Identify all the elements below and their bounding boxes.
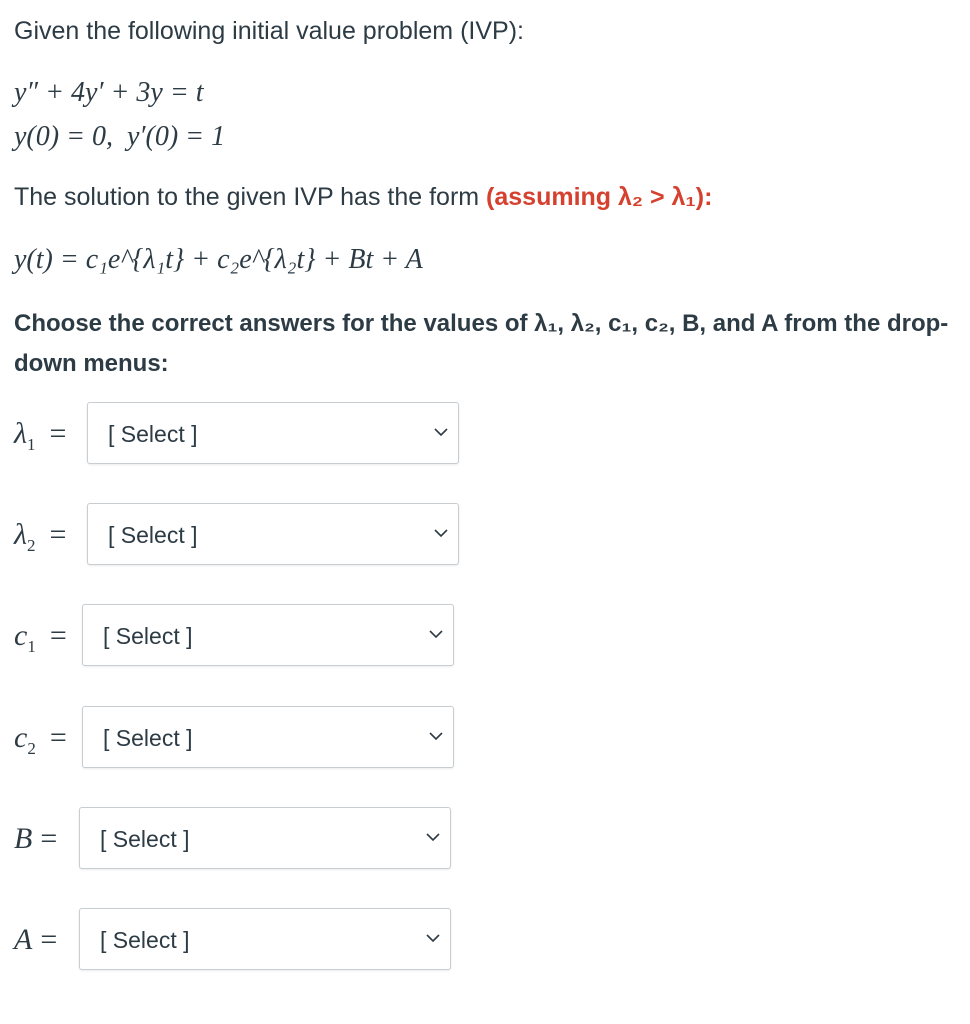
ode-text: y″ + 4y′ + 3y = t — [14, 77, 204, 108]
initial-conditions — [14, 118, 225, 156]
chevron-down-icon — [426, 832, 440, 842]
assumption-text: (assuming λ₂ > λ₁): — [486, 183, 713, 211]
form-text: The solution to the given IVP has the form — [14, 183, 487, 211]
chevron-down-icon — [429, 629, 443, 639]
select-c1[interactable] — [82, 604, 454, 666]
ode-equation — [14, 74, 204, 112]
label-B: B = — [14, 822, 58, 855]
select-lambda2-value: [ Select ] — [108, 522, 198, 548]
chevron-down-icon — [434, 427, 448, 437]
select-c1-value: [ Select ] — [103, 623, 193, 649]
label-c2: $c_2$ = — [14, 721, 67, 758]
label-c1: $c_1$ = — [14, 619, 67, 656]
select-lambda1[interactable] — [87, 402, 459, 464]
ic-1: y(0) = 0, — [14, 121, 113, 152]
select-c2[interactable] — [82, 706, 454, 768]
select-A-value: [ Select ] — [100, 927, 190, 953]
ic-2: y′(0) = 1 — [126, 121, 226, 152]
select-A[interactable] — [79, 908, 451, 970]
instruction-text: Choose the correct answers for the values of λ₁, λ₂, c₁, c₂, B, and A from the drop-down menus: — [14, 310, 949, 377]
label-lambda1: $\lambda_1$ = — [14, 417, 67, 454]
solution-form: y(t) = c₁e^{λ₁t} + c₂e^{λ₂t} + Bt + A — [14, 244, 423, 275]
chevron-down-icon — [426, 933, 440, 943]
select-lambda1-value: [ Select ] — [108, 421, 198, 447]
label-A: A = — [14, 923, 58, 956]
select-B[interactable] — [79, 807, 451, 869]
label-lambda2: $\lambda_2$ = — [14, 518, 67, 555]
select-B-value: [ Select ] — [100, 826, 190, 852]
chevron-down-icon — [434, 528, 448, 538]
chevron-down-icon — [429, 731, 443, 741]
form-statement — [14, 180, 712, 214]
intro-text: Given the following initial value problem (IVP): — [14, 17, 524, 45]
select-lambda2[interactable] — [87, 503, 459, 565]
select-c2-value: [ Select ] — [103, 725, 193, 751]
